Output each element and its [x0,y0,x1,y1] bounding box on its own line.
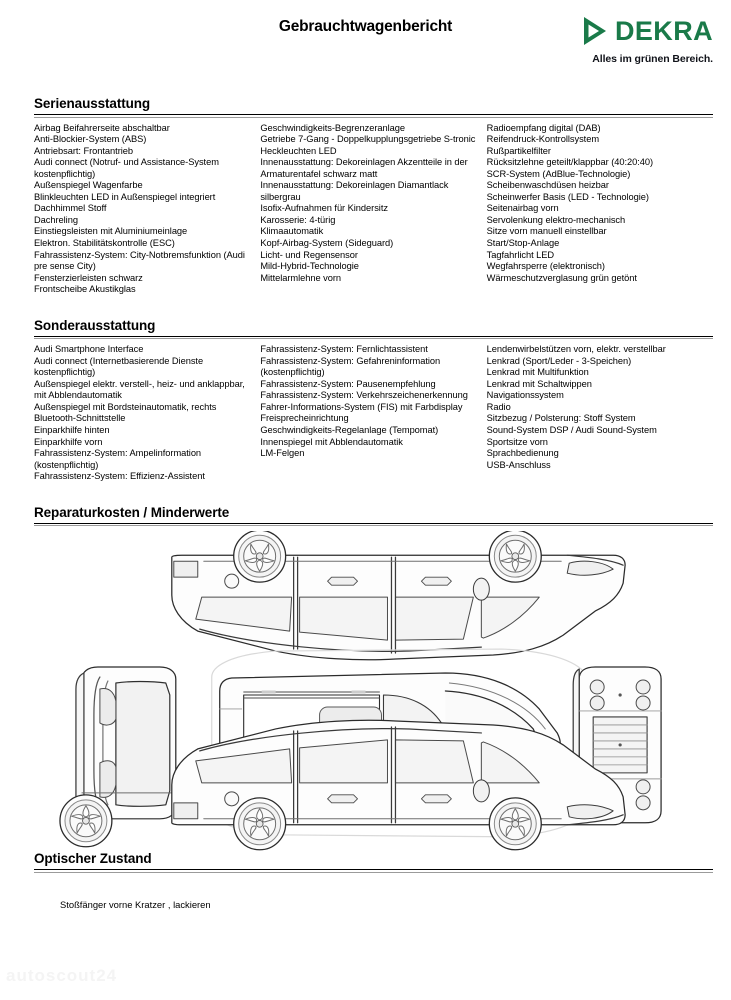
equipment-item: Wärmeschutzverglasung grün getönt [486,272,637,283]
section-title-sonderausstattung: Sonderausstattung [34,317,156,333]
equipment-item: Lenkrad (Sport/Leder - 3-Speichen) [486,355,632,366]
equipment-item: Dachreling [34,214,78,225]
dekra-logo [561,16,713,65]
watermark: autoscout24 [6,966,118,985]
equipment-item: Außenspiegel mit Bordsteinautomatik, rechts [34,401,217,412]
equipment-item: Isofix-Aufnahmen für Kindersitz [260,203,388,214]
equipment-item: Scheibenwaschdüsen heizbar [486,180,609,191]
equipment-item: Audi connect (Internetbasierende Dienste kostenpflichtig) [34,355,204,378]
equipment-item: Audi Smartphone Interface [34,344,144,355]
equipment-item: Scheinwerfer Basis (LED - Technologie) [486,191,649,202]
equipment-list [34,123,250,296]
equipment-item: Licht- und Regensensor [260,249,358,260]
equipment-item: Audi connect (Notruf- und Assistance-System kostenpflichtig) [34,157,219,179]
equipment-item: Sportsitze vorn [486,436,548,447]
sonderausstattung-column-2 [260,344,486,459]
equipment-item: Fensterzierleisten schwarz [34,272,143,283]
equipment-item: Servolenkung elektro-mechanisch [486,214,626,225]
equipment-item: Karosserie: 4-türig [260,214,336,225]
equipment-item: Fahrassistenz-System: Verkehrszeichenerkennung [260,390,468,401]
equipment-item: Anti-Blockier-System (ABS) [34,134,147,145]
equipment-item: Fahrassistenz-System: Fernlichtassistent [260,344,428,355]
section-divider [34,114,713,115]
section-divider-light [34,872,713,873]
equipment-item: Fahrassistenz-System: Ampelinformation (kostenpflichtig) [34,448,202,470]
serienausstattung-columns [34,123,713,296]
equipment-item: Einparkhilfe vorn [34,436,103,447]
dekra-arrow-icon [582,16,608,46]
equipment-item: Fahrassistenz-System: Pausenempfehlung [260,378,436,389]
equipment-item: Innenspiegel mit Abblendautomatik [260,436,403,447]
equipment-item: Wegfahrsperre (elektronisch) [486,261,605,272]
page-title: Gebrauchtwagenbericht [278,18,453,35]
equipment-item: Sprachbedienung [486,448,559,459]
equipment-item: USB-Anschluss [486,459,551,470]
equipment-list [260,123,476,285]
section-serienausstattung [0,96,731,296]
equipment-item: Seitenairbag vorn [486,203,559,214]
sonderausstattung-column-1 [34,344,260,483]
equipment-list [487,344,703,471]
serienausstattung-column-3 [487,123,713,285]
equipment-item: Blinkleuchten LED in Außenspiegel integriert [34,191,216,202]
equipment-item: Sound-System DSP / Audi Sound-System [486,425,657,436]
equipment-item: Start/Stop-Anlage [486,237,560,248]
equipment-item: Einparkhilfe hinten [34,425,110,436]
equipment-list [34,344,250,483]
equipment-item: Einstiegsleisten mit Aluminiumeinlage [34,226,188,237]
optischer-zustand-note: Stoßfänger vorne Kratzer , lackieren [60,898,211,910]
section-divider [34,869,713,870]
section-divider-light [34,117,713,118]
equipment-item: Mittelarmlehne vorn [260,272,342,283]
equipment-item: Außenspiegel elektr. verstell-, heiz- und anklappbar, mit Abblendautomatik [34,378,245,401]
sonderausstattung-column-3 [487,344,713,471]
vehicle-damage-diagram[interactable] [34,531,713,851]
sonderausstattung-columns [34,344,713,483]
equipment-item: Dachhimmel Stoff [34,203,107,214]
equipment-item: Tagfahrlicht LED [486,249,555,260]
section-divider-light [34,525,713,526]
section-reparaturkosten [0,505,731,852]
equipment-item: Lenkrad mit Multifunktion [486,367,589,378]
equipment-item: Mild-Hybrid-Technologie [260,261,359,272]
equipment-item: Airbag Beifahrerseite abschaltbar [34,122,170,133]
equipment-item: Rücksitzlehne geteilt/klappbar (40:20:40) [486,157,654,168]
equipment-item: Fahrassistenz-System: City-Notbremsfunktion (Audi pre sense City) [34,249,245,272]
equipment-item: Geschwindigkeits-Begrenzeranlage [260,122,405,133]
section-divider-light [34,338,713,339]
dekra-wordmark: DEKRA [614,15,713,46]
document-header [0,0,731,96]
equipment-item: Klimaautomatik [260,226,324,237]
equipment-item: Lenkrad mit Schaltwippen [486,378,592,389]
equipment-item: Fahrassistenz-System: Gefahreninformation (kostenpflichtig) [260,355,441,378]
equipment-item: Fahrassistenz-System: Effizienz-Assistent [34,471,205,482]
section-divider [34,336,713,337]
serienausstattung-column-1 [34,123,260,296]
section-title-serienausstattung: Serienausstattung [34,96,151,111]
equipment-item: Heckleuchten LED [260,145,337,156]
equipment-list [260,344,476,459]
equipment-item: Reifendruck-Kontrollsystem [486,134,600,145]
equipment-item: Getriebe 7-Gang - Doppelkupplungsgetriebe S-tronic [260,134,476,145]
equipment-item: Fahrer-Informations-System (FIS) mit Farbdisplay [260,401,463,412]
equipment-item: Kopf-Airbag-System (Sideguard) [260,237,394,248]
section-divider [34,523,713,524]
equipment-item: Navigationssystem [486,390,564,401]
serienausstattung-column-2 [260,123,486,285]
equipment-item: Geschwindigkeits-Regelanlage (Tempomat) [260,425,439,436]
equipment-item: Frontscheibe Akustikglas [34,284,136,295]
equipment-item: SCR-System (AdBlue-Technologie) [486,168,631,179]
equipment-item: Sitze vorn manuell einstellbar [486,226,607,237]
equipment-item: Antriebsart: Frontantrieb [34,145,133,156]
dekra-claim: Alles im grünen Bereich. [592,53,713,65]
equipment-item: Elektron. Stabilitätskontrolle (ESC) [34,237,175,248]
section-optischer-zustand [0,851,731,910]
equipment-item: Innenausstattung: Dekoreinlagen Akzentteile in der Armaturentafel schwarz matt [260,157,468,179]
equipment-item: Außenspiegel Wagenfarbe [34,180,143,191]
equipment-item: LM-Felgen [260,448,305,459]
equipment-list [487,123,703,285]
section-title-reparaturkosten: Reparaturkosten / Minderwerte [34,504,230,520]
equipment-item: Radio [486,401,511,412]
equipment-item: Freisprecheinrichtung [260,413,349,424]
equipment-item: Radioempfang digital (DAB) [486,122,601,133]
equipment-item: Rußpartikelfilter [486,145,551,156]
equipment-item: Bluetooth-Schnittstelle [34,413,126,424]
equipment-item: Innenausstattung: Dekoreinlagen Diamantlack silbergrau [260,180,449,202]
equipment-item: Sitzbezug / Polsterung: Stoff System [486,413,636,424]
equipment-item: Lendenwirbelstützen vorn, elektr. verstellbar [486,344,666,355]
section-title-optischer-zustand: Optischer Zustand [34,851,152,867]
section-sonderausstattung [0,318,731,483]
